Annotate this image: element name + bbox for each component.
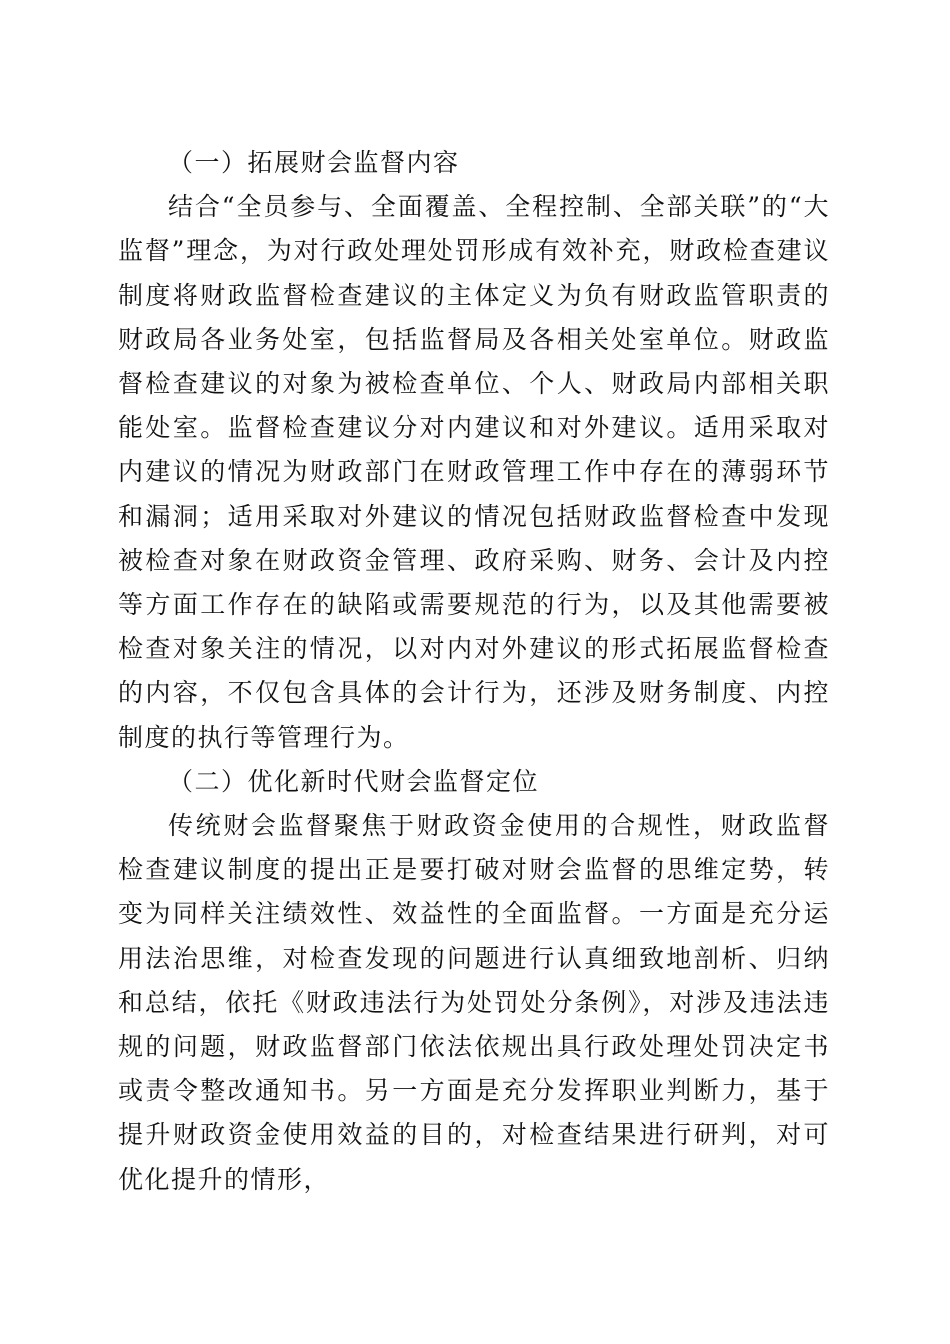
section-2-paragraph: 传统财会监督聚焦于财政资金使用的合规性，财政监督检查建议制度的提出正是要打破对财会监督的思维定势，转变为同样关注绩效性、效益性的全面监督。一方面是充分运用法治思维，对检查发现的问题进行认真细致地剖析、归纳和总结，依托《财政违法行为处罚处分条例》，对涉及违法违规的问题，财政监督部门依法依规出具行政处理处罚决定书或责令整改通知书。另一方面是充分发挥职业判断力，基于提升财政资金使用效益的目的，对检查结果进行研判，对可优化提升的情形， [118, 811, 830, 1194]
section-2-heading: （二）优化新时代财会监督定位 [168, 766, 540, 796]
document-page [118, 141, 830, 1202]
section-1-heading: （一）拓展财会监督内容 [168, 148, 460, 177]
section-1-paragraph: 结合“全员参与、全面覆盖、全程控制、全部关联”的“大监督”理念，为对行政处理处罚形成有效补充，财政检查建议制度将财政监督检查建议的主体定义为负有财政监管职责的财政局各业务处室，包括监督局及各相关处室单位。财政监督检查建议的对象为被检查单位、个人、财政局内部相关职能处室。监督检查建议分对内建议和对外建议。适用采取对内建议的情况为财政部门在财政管理工作中存在的薄弱环节和漏洞；适用采取对外建议的情况包括财政监督检查中发现被检查对象在财政资金管理、政府采购、财务、会计及内控等方面工作存在的缺陷或需要规范的行为，以及其他需要被检查对象关注的情况，以对内对外建议的形式拓展监督检查的内容，不仅包含具体的会计行为，还涉及财务制度、内控制度的执行等管理行为。 [118, 192, 830, 752]
